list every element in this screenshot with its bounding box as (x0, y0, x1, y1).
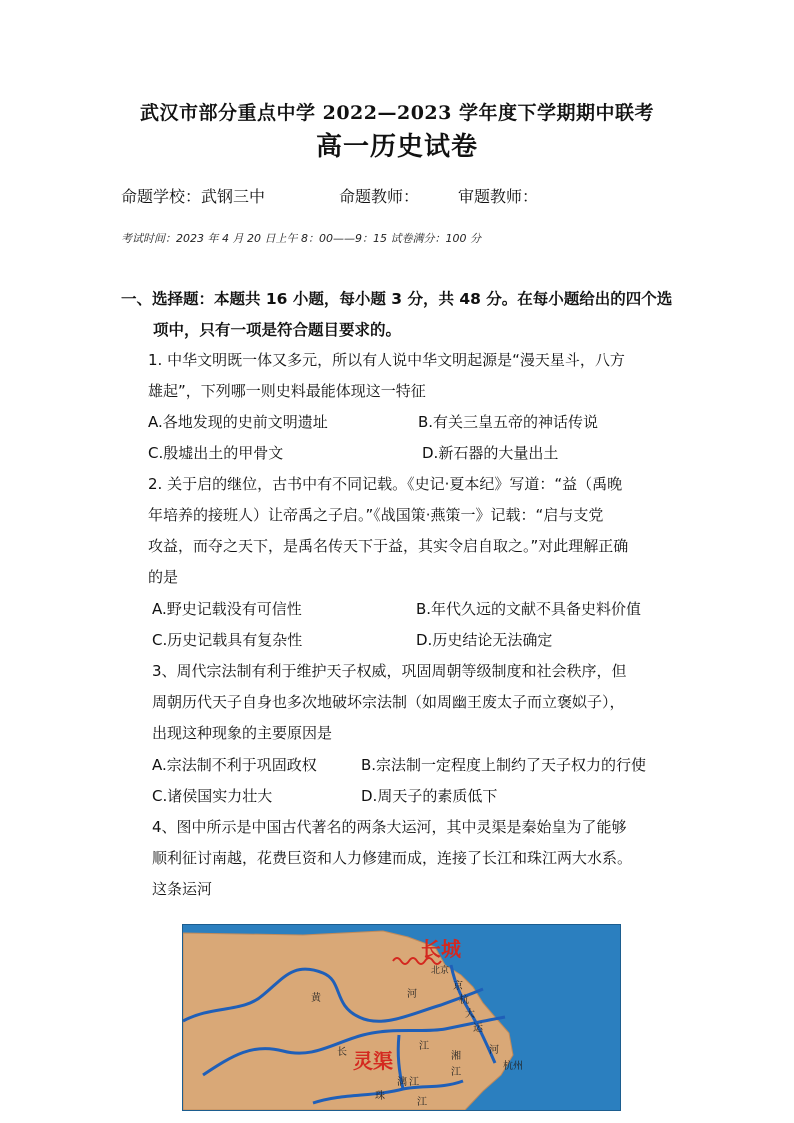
q3-option-d: D.周天子的素质低下 (361, 787, 498, 805)
q2-stem-line1: 2. 关于启的继位，古书中有不同记载。《史记·夏本纪》写道：“益（禹晚 (148, 475, 623, 493)
q3-stem-line1: 3、周代宗法制有利于维护天子权威，巩固周朝等级制度和社会秩序，但 (152, 662, 627, 680)
q1-option-a: A.各地发现的史前文明遗址 (148, 413, 328, 431)
q2-stem-line4: 的是 (148, 568, 179, 586)
label-hangzhou: 杭州 (503, 1061, 523, 1072)
label-he2: 河 (489, 1045, 499, 1056)
label-jing: 京 (453, 981, 463, 992)
q3-stem-line3: 出现这种现象的主要原因是 (152, 724, 333, 742)
label-beijing: 北京 (431, 966, 450, 976)
q2-option-a: A.野史记载没有可信性 (152, 600, 302, 618)
q3-stem-line2: 周朝历代天子自身也多次地破坏宗法制（如周幽王废太子而立褒姒子）， (152, 693, 625, 711)
q1-option-d: D.新石器的大量出土 (422, 444, 559, 462)
q1-option-c: C.殷墟出土的甲骨文 (148, 444, 284, 462)
q1-stem-line2: 雄起”，下列哪一则史料最能体现这一特征 (148, 382, 426, 400)
label-yun: 运 (473, 1023, 483, 1034)
q2-option-d: D.历史结论无法确定 (416, 631, 553, 649)
q3-option-b: B.宗法制一定程度上制约了天子权力的行使 (361, 756, 647, 774)
q4-stem-line3: 这条运河 (152, 880, 213, 898)
setter-teacher: 命题教师： (339, 187, 420, 206)
label-lingqu: 灵渠 (353, 1049, 393, 1073)
q2-stem-line2: 年培养的接班人）让帝禹之子启。”《战国策·燕策一》记载：“启与支党 (148, 506, 604, 524)
label-great-wall: 长城 (421, 937, 461, 961)
q1-option-b: B.有关三皇五帝的神话传说 (418, 413, 599, 431)
label-jiang: 江 (419, 1041, 429, 1052)
q4-stem-line2: 顺利征讨南越，花费巨资和人力修建而成，连接了长江和珠江两大水系。 (152, 849, 633, 867)
section-heading-line1: 一、选择题：本题共 16 小题，每小题 3 分，共 48 分。在每小题给出的四个选 (121, 290, 673, 308)
q3-option-c: C.诸侯国实力壮大 (152, 787, 273, 805)
q2-stem-line3: 攻益，而夺之天下，是禹名传天下于益，其实令启自取之。”对此理解正确 (148, 537, 629, 555)
exam-subtitle: 高一历史试卷 (315, 132, 478, 162)
label-jiang3: 江 (409, 1077, 419, 1088)
section-heading-line2: 项中，只有一项是符合题目要求的。 (153, 321, 402, 339)
q1-stem-line1: 1. 中华文明既一体又多元，所以有人说中华文明起源是“漫天星斗，八方 (148, 351, 625, 369)
setter-school: 命题学校：武钢三中 (121, 187, 266, 206)
label-da: 大 (465, 1009, 475, 1020)
label-li: 漓 (397, 1077, 407, 1088)
q4-stem-line1: 4、图中所示是中国古代著名的两条大运河，其中灵渠是秦始皇为了能够 (152, 818, 627, 836)
label-jiang2: 江 (451, 1067, 461, 1078)
exam-info: 考试时间：2023 年 4 月 20 日上午 8：00——9：15 试卷满分：100 分 (121, 232, 481, 245)
label-chang: 长 (337, 1047, 347, 1058)
label-jiang4: 江 (417, 1097, 427, 1108)
label-xiang: 湘 (451, 1051, 461, 1062)
q3-option-a: A.宗法制不利于巩固政权 (152, 756, 317, 774)
q2-option-c: C.历史记载具有复杂性 (152, 631, 303, 649)
canal-map-figure (182, 924, 621, 1111)
china-land-shape (183, 931, 513, 1110)
reviewer-teacher: 审题教师： (458, 187, 539, 206)
exam-title: 武汉市部分重点中学 2022—2023 学年度下学期期中联考 (140, 102, 654, 124)
label-hang: 杭 (459, 995, 469, 1006)
label-he: 河 (407, 989, 417, 1000)
label-huang: 黄 (311, 993, 321, 1004)
label-zhu: 珠 (375, 1091, 385, 1102)
q2-option-b: B.年代久远的文献不具备史料价值 (416, 600, 642, 618)
